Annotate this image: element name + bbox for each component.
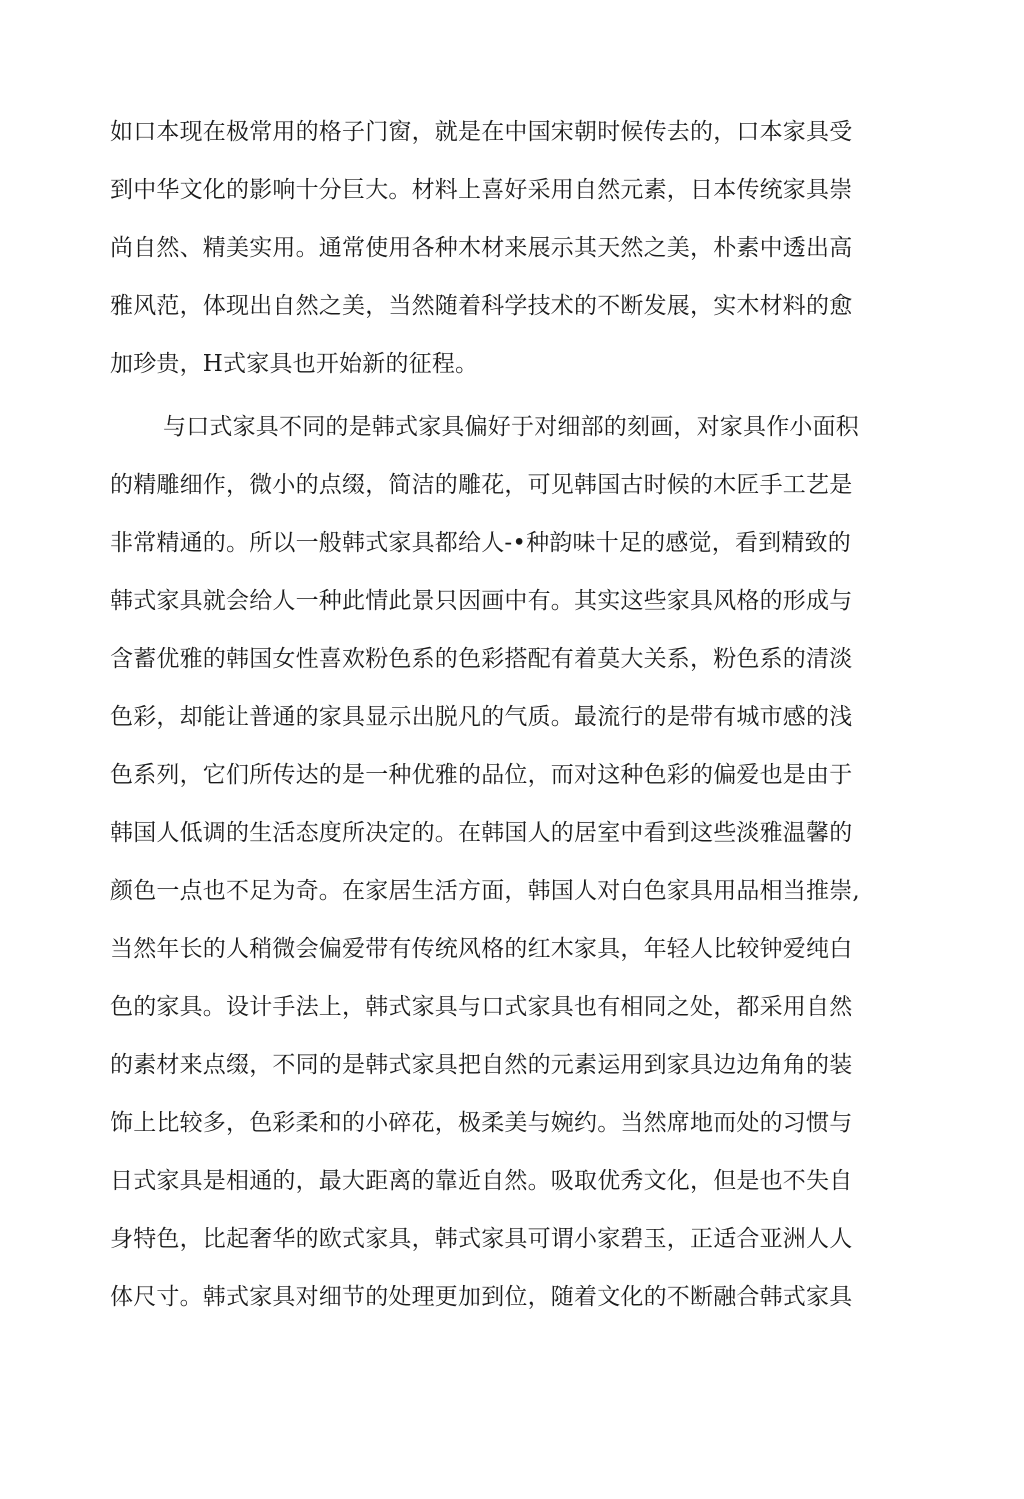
text-line: 身特色，比起奢华的欧式家具，韩式家具可谓小家碧玉，正适合亚洲人人 (110, 1226, 853, 1252)
text-line: 雅风范，体现出自然之美，当然随着科学技术的不断发展，实木材料的愈 (110, 293, 853, 319)
text-line: 当然年长的人稍微会偏爱带有传统风格的红木家具，年轻人比较钟爱纯白 (110, 936, 853, 962)
text-line: 与口式家具不同的是韩式家具偏好于对细部的刻画，对家具作小面积 (163, 414, 859, 440)
text-line: 的素材来点缀，不同的是韩式家具把自然的元素运用到家具边边角角的装 (110, 1052, 853, 1078)
text-line: 韩式家具就会给人一种此情此景只因画中有。其实这些家具风格的形成与 (110, 588, 853, 614)
text-line: 体尺寸。韩式家具对细节的处理更加到位，随着文化的不断融合韩式家具 (110, 1284, 853, 1310)
text-line: 尚自然、精美实用。通常使用各种木材来展示其天然之美，朴素中透出高 (110, 235, 853, 261)
text-line: 饰上比较多，色彩柔和的小碎花，极柔美与婉约。当然席地而处的习惯与 (110, 1110, 853, 1136)
text-line: 含蓄优雅的韩国女性喜欢粉色系的色彩搭配有着莫大关系，粉色系的清淡 (110, 646, 853, 672)
text-line: 如口本现在极常用的格子门窗，就是在中国宋朝时候传去的，口本家具受 (110, 119, 853, 145)
text-line: 到中华文化的影响十分巨大。材料上喜好采用自然元素，日本传统家具崇 (110, 177, 853, 203)
text-line: 色的家具。设计手法上，韩式家具与口式家具也有相同之处，都采用自然 (110, 994, 853, 1020)
text-line: 的精雕细作，微小的点缀，简洁的雕花，可见韩国古时候的木匠手工艺是 (110, 472, 853, 498)
text-line: 色彩，却能让普通的家具显示出脱凡的气质。最流行的是带有城市感的浅 (110, 704, 853, 730)
text-line: 加珍贵，H式家具也开始新的征程。 (110, 351, 479, 377)
text-line: 非常精通的。所以一般韩式家具都给人-•种韵味十足的感觉，看到精致的 (110, 530, 851, 556)
text-line: 日式家具是相通的，最大距离的靠近自然。吸取优秀文化，但是也不失自 (110, 1168, 853, 1194)
text-line: 色系列，它们所传达的是一种优雅的品位，而对这种色彩的偏爱也是由于 (110, 762, 853, 788)
text-line: 颜色一点也不足为奇。在家居生活方面，韩国人对白色家具用品相当推崇, (110, 878, 860, 904)
text-line: 韩国人低调的生活态度所决定的。在韩国人的居室中看到这些淡雅温馨的 (110, 820, 853, 846)
